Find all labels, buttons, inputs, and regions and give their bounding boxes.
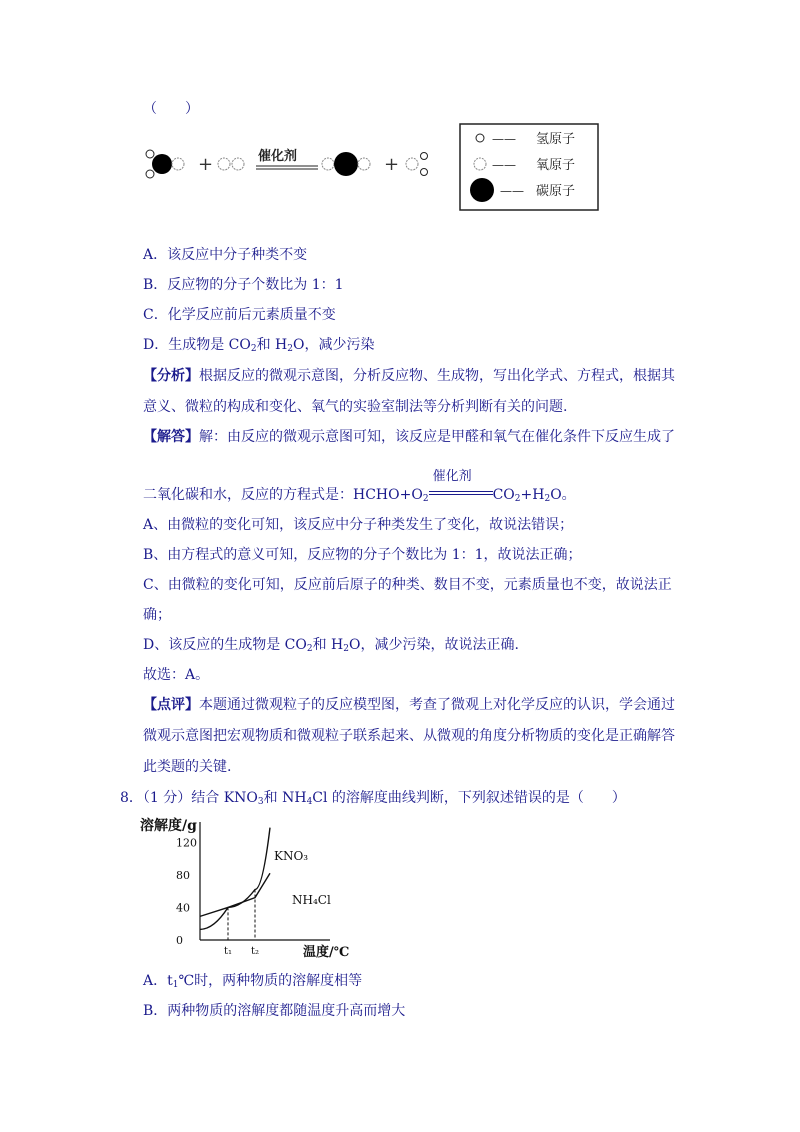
legend-hydrogen: 氢原子 xyxy=(536,132,576,147)
o2-molecule xyxy=(218,158,244,170)
q8-option-b: B．两种物质的溶解度都随温度升高而增大 xyxy=(143,1003,406,1019)
answer-c-1: C、由微粒的变化可知，反应前后原子的种类、数目不变，元素质量也不变，故说法正 xyxy=(143,577,672,593)
h2o-molecule xyxy=(406,153,428,176)
legend-carbon: 碳原子 xyxy=(536,184,576,199)
legend-dash-c: —— xyxy=(500,184,524,198)
hcho-molecule xyxy=(146,150,184,178)
series-label-nh4cl: NH₄Cl xyxy=(292,893,331,907)
comment-line-3: 此类题的关键. xyxy=(143,759,232,775)
answer-c-2: 确； xyxy=(143,607,171,623)
answer-tag: 【解答】 xyxy=(143,429,199,445)
comment-line-2: 微观示意图把宏观物质和微观粒子联系起来、从微观的角度分析物质的变化是正确解答 xyxy=(143,728,675,744)
legend-oxygen: 氧原子 xyxy=(536,158,576,173)
plus-sign-1: + xyxy=(198,154,214,175)
q7-option-d: D．生成物是 $CO_2$和 $H_2O$，减少污染 xyxy=(143,337,375,354)
plus-sign-2: + xyxy=(384,154,400,175)
x-tick-label: t₂ xyxy=(251,946,260,957)
answer-b: B、由方程式的意义可知，反应物的分子个数比为 1：1，故说法正确； xyxy=(143,547,582,563)
q7-option-c: C．化学反应前后元素质量不变 xyxy=(143,307,336,323)
analysis-tag: 【分析】 xyxy=(143,368,199,384)
y-tick-label: 40 xyxy=(176,901,190,915)
q7-option-a: A．该反应中分子种类不变 xyxy=(143,247,308,263)
comment-line-1: 【点评】本题通过微观粒子的反应模型图，考查了微观上对化学反应的认识，学会通过 xyxy=(143,697,675,713)
answer-choice: 故选：A。 xyxy=(143,667,210,683)
equation-line: 二氧化碳和水，反应的方程式是：$HCHO+O_2$ 催化剂 $CO_2+H_2O$。 xyxy=(143,469,576,504)
analysis-line-2: 意义、微粒的构成和变化、氧气的实验室制法等分析判断有关的问题. xyxy=(143,399,568,415)
x-tick-label: t₁ xyxy=(224,946,233,957)
catalyst-label: 催化剂 xyxy=(258,149,298,164)
y-tick-label: 0 xyxy=(176,934,183,947)
comment-tag: 【点评】 xyxy=(143,697,199,713)
series-curve-kno3 xyxy=(200,828,270,930)
reaction-diagram xyxy=(140,122,600,212)
legend-dash-o: —— xyxy=(492,158,516,172)
co2-molecule xyxy=(322,152,370,176)
analysis-line-1: 【分析】根据反应的微观示意图，分析反应物、生成物，写出化学式、方程式，根据其 xyxy=(143,368,675,384)
q7-paren: （ ） xyxy=(143,101,199,117)
y-tick-label: 120 xyxy=(176,836,197,850)
chart-ylabel: 溶解度/g xyxy=(140,818,197,834)
q8-stem: 8．（1 分）结合 $KNO_3$和 $NH_4Cl$ 的溶解度曲线判断，下列叙述错误的是（ ） xyxy=(120,790,626,807)
series-curve-nh4cl xyxy=(200,873,270,916)
answer-a: A、由微粒的变化可知，该反应中分子种类发生了变化，故说法错误； xyxy=(143,517,574,533)
chart-xlabel: 温度/℃ xyxy=(303,945,350,960)
q7-option-b: B．反应物的分子个数比为 1：1 xyxy=(143,277,344,293)
q8-option-a: A．$t_1℃$时，两种物质的溶解度相等 xyxy=(143,973,363,990)
answer-d: D、该反应的生成物是 $CO_2$和 $H_2O$，减少污染，故说法正确. xyxy=(143,637,519,654)
legend-box xyxy=(460,124,598,210)
equation-catalyst: 催化剂 xyxy=(432,469,472,484)
equation-arrow xyxy=(429,469,493,504)
answer-line-1: 【解答】解：由反应的微观示意图可知，该反应是甲醛和氧气在催化条件下反应生成了 xyxy=(143,429,675,445)
legend-dash-h: —— xyxy=(492,132,516,146)
series-label-kno3: KNO₃ xyxy=(274,849,309,863)
y-tick-label: 80 xyxy=(176,868,190,882)
solubility-chart xyxy=(140,812,380,962)
